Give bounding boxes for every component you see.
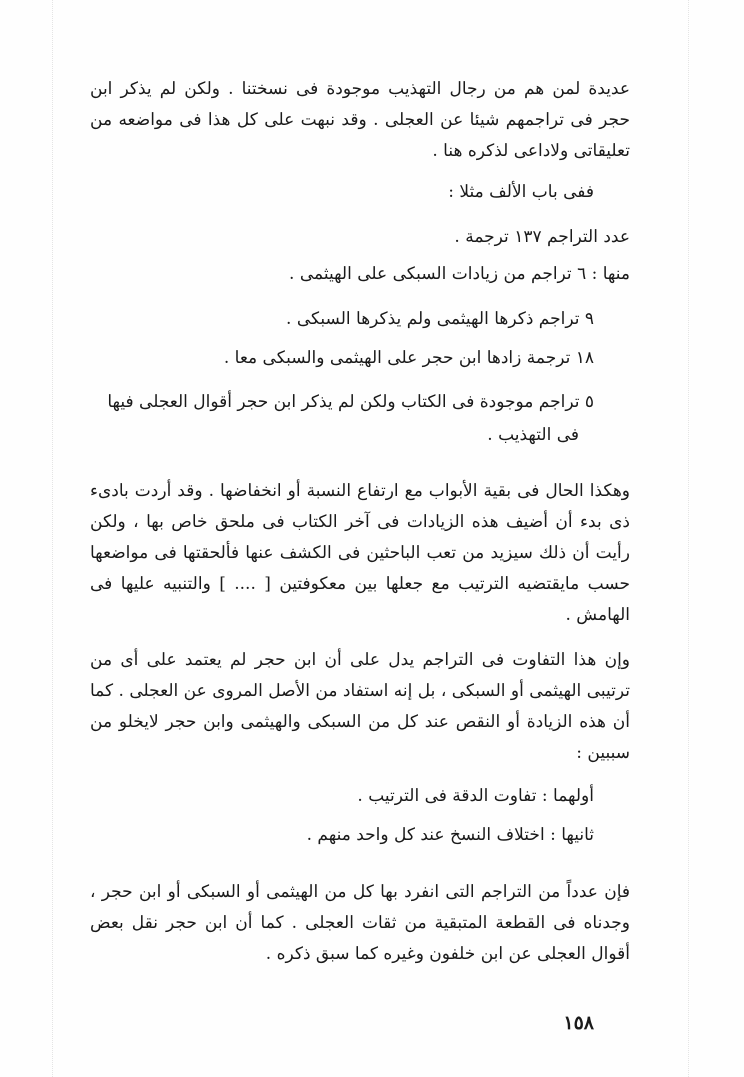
- paragraph-intro: عديدة لمن هم من رجال التهذيب موجودة فى نسختنا . ولكن لم يذكر ابن حجر فى تراجمهم شيئا عن العجلى . وقد نبهت على كل هذا فى مواضعه من تعليقاتى ولاداعى لذكره هنا .: [90, 79, 630, 161]
- paragraph-alif-example: ففى باب الألف مثلا :: [448, 182, 594, 202]
- list-item-missing-sayings-cont: فى التهذيب .: [487, 425, 579, 445]
- reason-second: ثانيها : اختلاف النسخ عند كل واحد منهم .: [306, 825, 594, 845]
- paragraph-other-chapters: وهكذا الحال فى بقية الأبواب مع ارتفاع النسبة أو انخفاضها . وقد أردت بادىء ذى بدء أن أضيف هذه الزيادات فى آخر الكتاب فى ملحق خاص بها ، ولكن رأيت أن ذلك سيزيد من تعب الباحثين فى الكشف عنها فألحقتها فى مواضعها حسب مايقتضيه الترتيب مع جعلها بين معكوفتين [ .... ] والتنبيه عليها فى الهامش .: [90, 481, 630, 625]
- scan-guide-line: [52, 0, 53, 1077]
- list-item-ibn-hajar-additions: ١٨ ترجمة زادها ابن حجر على الهيثمى والسبكى معا .: [223, 348, 594, 368]
- paragraph-conclusion: فإن عدداً من التراجم التى انفرد بها كل من الهيثمى أو السبكى أو ابن حجر ، وجدناه فى القطعة المتبقية من ثقات العجلى . كما أن ابن حجر نقل بعض أقوال العجلى عن ابن خلفون وغيره كما سبق ذكره .: [90, 882, 630, 964]
- list-item-missing-sayings: ٥ تراجم موجودة فى الكتاب ولكن لم يذكر ابن حجر أقوال العجلى فيها: [107, 392, 594, 412]
- list-item-haythami-only: ٩ تراجم ذكرها الهيثمى ولم يذكرها السبكى .: [286, 309, 594, 329]
- page-number: ١٥٨: [563, 1012, 594, 1034]
- reason-first: أولهما : تفاوت الدقة فى الترتيب .: [357, 786, 594, 806]
- paragraph-count: عدد التراجم ١٣٧ ترجمة .: [454, 227, 630, 247]
- list-item-sobki-additions: منها : ٦ تراجم من زيادات السبكى على الهيثمى .: [289, 264, 630, 284]
- paragraph-discrepancy: وإن هذا التفاوت فى التراجم يدل على أن ابن حجر لم يعتمد على أى من ترتيبى الهيثمى أو السبكى ، بل إنه استفاد من الأصل المروى عن العجلى . كما أن هذه الزيادة أو النقص عند كل من السبكى والهيثمى وابن حجر لايخلو من سببين :: [90, 650, 630, 763]
- scan-guide-line: [688, 0, 689, 1077]
